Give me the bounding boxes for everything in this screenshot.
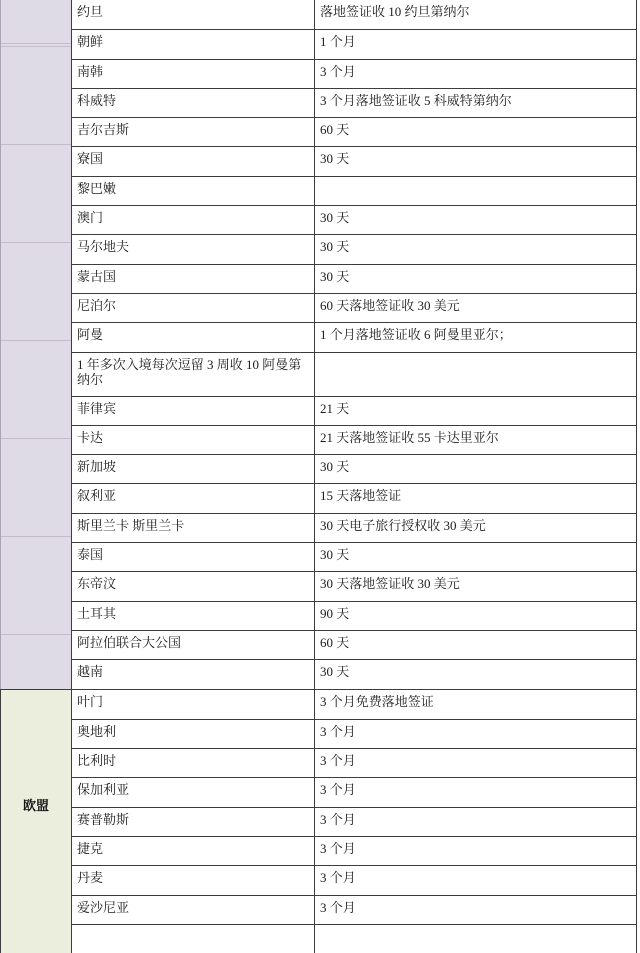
visa-detail-cell: 30 天落地签证收 30 美元: [320, 576, 460, 592]
country-cell: 比利时: [72, 749, 315, 777]
country-cell: 黎巴嫩: [72, 177, 315, 205]
country-cell: 吉尔吉斯: [72, 118, 315, 146]
table-row: [72, 352, 636, 396]
country-cell: 叶门: [72, 690, 315, 719]
visa-detail-cell: 15 天落地签证: [320, 488, 402, 504]
country-cell: 保加利亚: [72, 778, 315, 806]
category-label: 欧盟: [22, 797, 49, 813]
table-row: [72, 454, 636, 483]
country-cell: 丹麦: [72, 866, 315, 894]
visa-detail-cell: 21 天落地签证收 55 卡达里亚尔: [320, 429, 499, 445]
visa-detail-cell: 30 天电子旅行授权收 30 美元: [320, 517, 486, 533]
table-row: [72, 836, 636, 865]
visa-detail-cell: 90 天: [320, 605, 350, 621]
country-cell: 爱沙尼亚: [72, 896, 315, 924]
table-row: [72, 513, 636, 542]
visa-detail-cell: 3 个月: [320, 753, 356, 769]
table-row: [72, 146, 636, 175]
table-row: [72, 0, 636, 29]
table-row: [72, 865, 636, 894]
table-row: [72, 88, 636, 117]
visa-detail-cell: 3 个月: [320, 870, 356, 886]
country-cell: 约旦: [72, 0, 315, 29]
table-row: [72, 924, 636, 953]
table-section: [0, 689, 636, 953]
country-cell: 蒙古国: [72, 265, 315, 293]
table-row: [72, 601, 636, 630]
table-row: [72, 293, 636, 322]
country-cell: 马尔地夫: [72, 235, 315, 263]
country-cell: 科威特: [72, 89, 315, 117]
visa-detail-cell: 30 天: [320, 547, 350, 563]
table-row: [72, 234, 636, 263]
visa-detail-cell: 3 个月: [320, 723, 356, 739]
table-row: [72, 630, 636, 659]
visa-detail-cell: 落地签证收 10 约旦第纳尔: [320, 4, 470, 19]
visa-detail-cell: [315, 353, 636, 396]
table-row: [72, 322, 636, 351]
table-row: [72, 264, 636, 293]
visa-detail-cell: 30 天: [320, 268, 350, 284]
visa-detail-cell: [315, 925, 636, 953]
visa-detail-cell: 3 个月免费落地签证: [320, 693, 434, 709]
country-cell: [72, 925, 315, 953]
country-cell: 奥地利: [72, 720, 315, 748]
country-cell: 越南: [72, 660, 315, 688]
visa-detail-cell: [315, 177, 636, 205]
visa-detail-cell: 3 个月: [320, 841, 356, 857]
table-row: [72, 59, 636, 88]
table-row: [72, 748, 636, 777]
visa-detail-cell: 3 个月落地签证收 5 科威特第纳尔: [320, 92, 512, 108]
visa-detail-cell: 30 天: [320, 459, 350, 475]
table-row: [72, 719, 636, 748]
table-row: [72, 205, 636, 234]
visa-detail-cell: 60 天落地签证收 30 美元: [320, 297, 460, 313]
table-row: [72, 483, 636, 512]
table-row: [72, 807, 636, 836]
country-cell: 赛普勒斯: [72, 808, 315, 836]
table-row: [72, 117, 636, 146]
table-row: [72, 659, 636, 688]
country-cell: 泰国: [72, 543, 315, 571]
country-cell: 南韩: [72, 60, 315, 88]
visa-detail-cell: 30 天: [320, 151, 350, 167]
country-cell: 叙利亚: [72, 484, 315, 512]
visa-detail-cell: 3 个月: [320, 899, 356, 915]
country-cell: 寮国: [72, 147, 315, 175]
country-cell: 阿曼: [72, 323, 315, 351]
table-row: [72, 777, 636, 806]
table-row: [72, 542, 636, 571]
category-cell: [0, 0, 72, 689]
visa-detail-cell: 30 天: [320, 239, 350, 255]
country-cell: 尼泊尔: [72, 294, 315, 322]
table-row: [72, 571, 636, 600]
country-cell: 1 年多次入境每次逗留 3 周收 10 阿曼第纳尔: [72, 353, 315, 396]
country-cell: 捷克: [72, 837, 315, 865]
visa-detail-cell: 3 个月: [320, 782, 356, 798]
visa-detail-cell: 1 个月: [320, 34, 356, 50]
visa-detail-cell: 30 天: [320, 210, 350, 226]
country-cell: 菲律宾: [72, 397, 315, 425]
visa-detail-cell: 60 天: [320, 634, 350, 650]
visa-detail-cell: 1 个月落地签证收 6 阿曼里亚尔；: [320, 327, 512, 343]
category-cell: [0, 690, 72, 953]
visa-detail-cell: 30 天: [320, 664, 350, 680]
country-cell: 斯里兰卡 斯里兰卡: [72, 514, 315, 542]
table-row: [72, 895, 636, 924]
visa-detail-cell: 3 个月: [320, 63, 356, 79]
table-row: [72, 425, 636, 454]
table-row: [72, 690, 636, 719]
table-row: [72, 176, 636, 205]
country-cell: 澳门: [72, 206, 315, 234]
visa-detail-cell: 21 天: [320, 400, 350, 416]
country-cell: 新加坡: [72, 455, 315, 483]
country-cell: 土耳其: [72, 602, 315, 630]
visa-detail-cell: 60 天: [320, 122, 350, 138]
country-cell: 东帝汶: [72, 572, 315, 600]
country-cell: 朝鲜: [72, 30, 315, 58]
visa-detail-cell: 3 个月: [320, 811, 356, 827]
table-row: [72, 29, 636, 58]
table-row: [72, 396, 636, 425]
country-cell: 卡达: [72, 426, 315, 454]
country-cell: 阿拉伯联合大公国: [72, 631, 315, 659]
